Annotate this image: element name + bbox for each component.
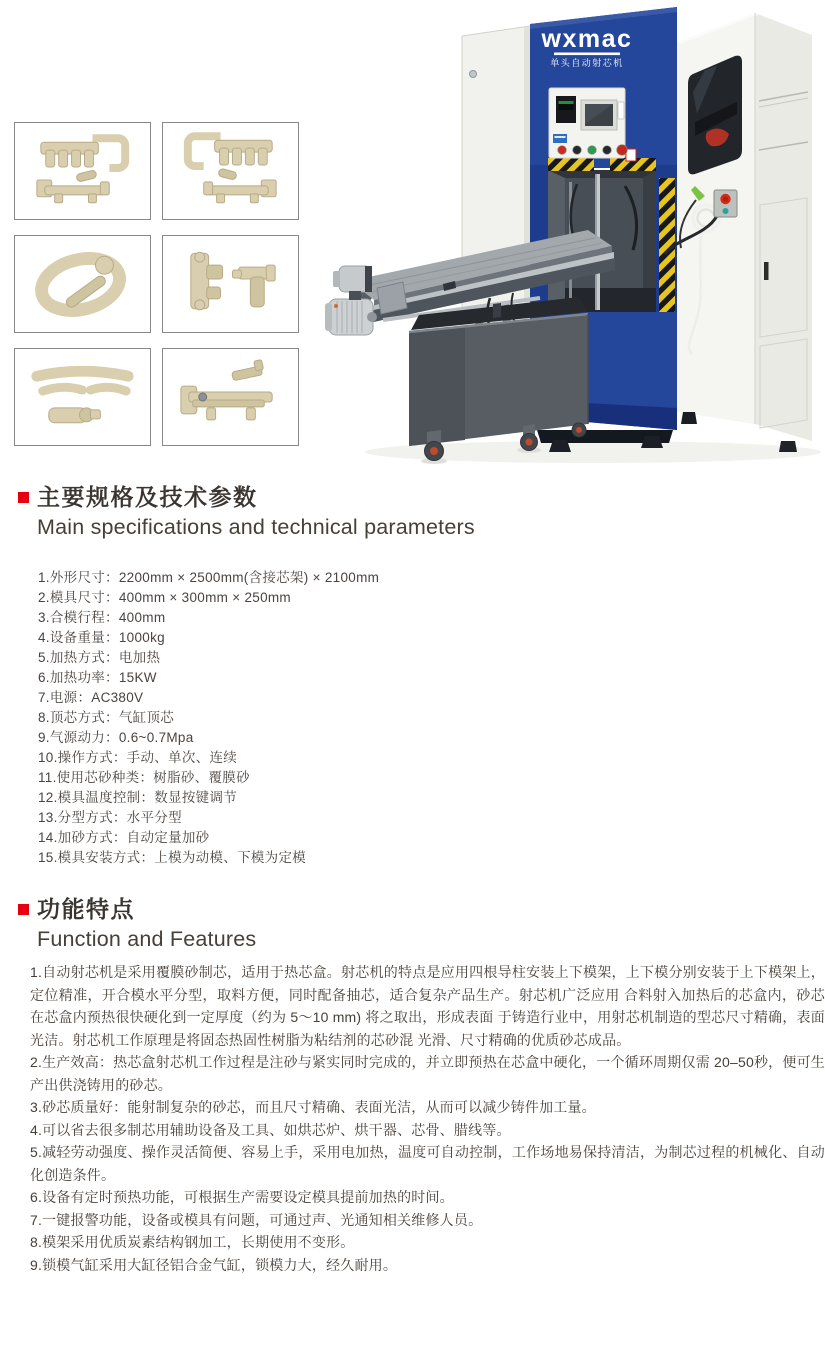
feature-item: 1.自动射芯机是采用覆膜砂制芯，适用于热芯盒。射芯机的特点是应用四根导柱安装上下模架，上下模分别安装于上下模架上，定位精准，开合模水平分型，取料方便，同时配备抽芯，适合复杂产品生产。射芯机广泛应用 合料射入加热后的芯盒内，砂芯在芯盒内预热很快硬化到一定厚度（约为 5～10 mm) 将之取出，形成表面 于铸造行业中，用射芯机制造的型芯尺寸精确，表面光洁。射芯机工作原理是将固态热固性树脂为粘结剂的芯砂混 光滑、尺寸精确的优质砂芯成品。 [30, 964, 825, 1048]
label-plate [553, 134, 567, 143]
spec-item: 3.合模行程：400mm [38, 610, 166, 625]
feature-item: 2.生产效高：热芯盒射芯机工作过程是注砂与紧实同时完成的，并立即预热在芯盒中硬化，一个循环周期仅需 20–50秒，便可生产出供浇铸用的砂芯。 [30, 1054, 825, 1093]
feature-item: 9.锁模气缸采用大缸径铝合金气缸，锁模力大，经久耐用。 [30, 1256, 398, 1273]
features-title-en: Function and Features [37, 927, 257, 951]
spec-item: 1.外形尺寸：2200mm × 2500mm(含接芯架) × 2100mm [38, 570, 380, 585]
core-sample-photo-1 [14, 122, 151, 220]
spec-item: 11.使用芯砂种类：树脂砂、覆膜砂 [38, 770, 250, 785]
spec-item: 15.模具安装方式：上模为动模、下模为定模 [38, 850, 307, 865]
spec-item: 5.加热方式：电加热 [38, 650, 161, 665]
black-button [573, 146, 582, 155]
feature-item: 7.一键报警功能，设备或模具有问题，可通过声、光通知相关维修人员。 [30, 1211, 483, 1228]
spec-item: 12.模具温度控制：数显按键调节 [38, 790, 238, 805]
emergency-button [617, 145, 628, 156]
control-panel [549, 88, 627, 158]
logo-subtitle-text: 单头自动射芯机 [550, 58, 624, 68]
spec-item: 2.模具尺寸：400mm × 300mm × 250mm [38, 590, 291, 605]
logo-text: wxmac [541, 25, 633, 53]
specs-section-header [18, 483, 475, 541]
features-title-zh: 功能特点 [37, 896, 135, 922]
feature-item: 5.减轻劳动强度、操作灵活简便、容易上手，采用电加热，温度可自动控制，工作场地易保持清洁，为制芯过程的机械化、自动化创造条件。 [30, 1144, 825, 1183]
features-section-header [18, 895, 256, 953]
sample-gallery [14, 122, 299, 446]
cabinet-knob [470, 71, 477, 78]
sand-core-illustration [15, 122, 150, 220]
feature-item: 3.砂芯质量好：能射制复杂的砂芯，而且尺寸精确、表面光洁，从而可以减少铸件加工量。 [30, 1099, 596, 1115]
brand-logo [541, 25, 633, 68]
feature-item: 4.可以省去很多制芯用辅助设备及工具、如烘芯炉、烘干器、芯骨、腊线等。 [30, 1121, 511, 1138]
specs-title-en: Main specifications and technical parameters [37, 515, 475, 539]
estop-green-button [723, 208, 729, 214]
core-sample-photo-2 [162, 122, 299, 220]
machine-photo [325, 0, 825, 470]
red-square-bullet [18, 904, 29, 915]
black-button [603, 146, 612, 155]
spec-item: 9.气源动力：0.6~0.7Mpa [38, 730, 194, 745]
specs-list [38, 568, 379, 868]
door-handle-slot [764, 262, 769, 280]
feature-item: 8.模架采用优质炭素结构钢加工，长期使用不变形。 [30, 1234, 355, 1250]
sand-core-illustration [15, 348, 150, 446]
core-sample-photo-3 [14, 235, 151, 333]
sand-core-illustration [163, 348, 298, 446]
red-button [558, 146, 567, 155]
spec-item: 4.设备重量：1000kg [38, 630, 165, 645]
core-sample-photo-4 [162, 235, 299, 333]
sand-core-illustration [163, 122, 298, 220]
spec-item: 6.加热功率：15KW [38, 670, 157, 685]
spec-item: 14.加砂方式：自动定量加砂 [38, 830, 210, 845]
spec-item: 7.电源：AC380V [38, 690, 144, 705]
green-button [588, 146, 597, 155]
spec-item: 8.顶芯方式：气缸顶芯 [38, 710, 175, 725]
core-sample-photo-6 [162, 348, 299, 446]
sand-core-illustration [163, 235, 298, 333]
spec-item: 13.分型方式：水平分型 [38, 810, 182, 825]
features-list [30, 961, 825, 1276]
core-sample-photo-5 [14, 348, 151, 446]
feature-item: 6.设备有定时预热功能，可根据生产需要设定模具提前加热的时间。 [30, 1189, 454, 1205]
specs-title-zh: 主要规格及技术参数 [37, 484, 258, 510]
spec-item: 10.操作方式：手动、单次、连续 [38, 750, 238, 765]
sand-bin [409, 297, 588, 446]
red-square-bullet [18, 492, 29, 503]
sand-core-illustration [15, 235, 150, 333]
